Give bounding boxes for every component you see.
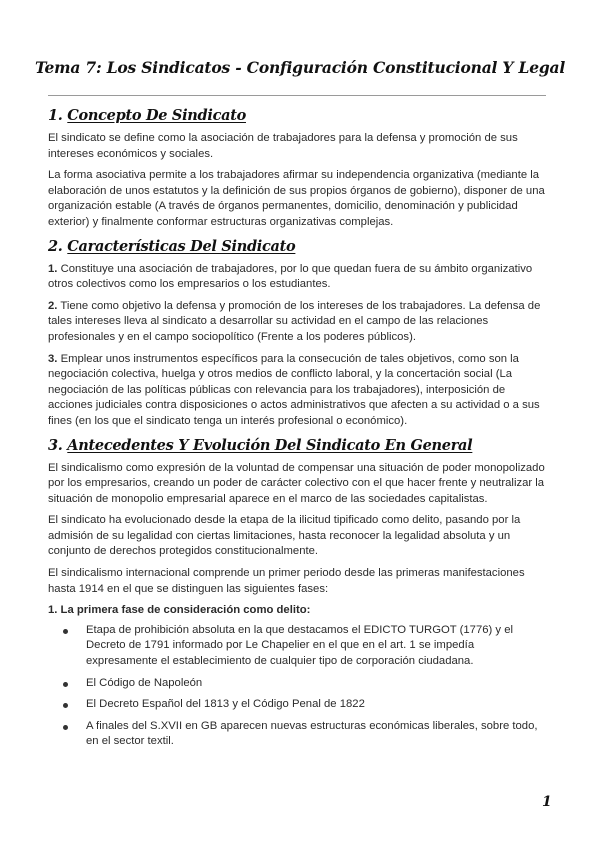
list-item-text: El Código de Napoleón [86,676,203,689]
section-3-paragraph-1: El sindicalismo como expresión de la voluntad de compensar una situación de poder monopolizado por los empresarios, creando un poder de carácter colectivo con el que hacer frente y neutralizar la situación de monopolio empresarial aparece en el marco de las sociedades capitalistas. [48,461,545,505]
section-2-heading [48,237,548,257]
bullet-icon [63,629,68,634]
characteristic-3 [48,352,548,430]
list-item-text: Etapa de prohibición absoluta en la que destacamos el EDICTO TURGOT (1776) y el Decreto de 1791 informado por Le Chapelier en el que en el art. 1 se impedía expresamente el establecimiento de cualquier tipo de corporación ciudadana. [86,623,513,668]
characteristic-1-text: Constituye una asociación de trabajadores, por lo que quedan fuera de su ámbito organizativo otros colectivos como los empresarios o los estudiantes. [48,262,533,291]
section-2-title: Características Del Sindicato [67,237,296,255]
document-body [48,106,548,756]
list-item [48,676,548,692]
list-item [48,719,548,750]
section-3-title: Antecedentes Y Evolución Del Sindicato En General [67,436,473,454]
characteristic-2-text: Tiene como objetivo la defensa y promoción de los intereses de los trabajadores. La defensa de tales intereses lleva al sindicato a desarrollar su actividad en el campo de las relaciones profesionales y en el campo sociopolítico (Frente a los poderes públicos). [48,299,541,343]
phase-1-list [48,623,548,750]
bullet-icon [63,725,68,730]
section-1-paragraph-1: El sindicato se define como la asociación de trabajadores para la defensa y promoción de sus intereses económicos y sociales. [48,132,518,160]
section-1-paragraph-2: La forma asociativa permite a los trabajadores afirmar su independencia organizativa (mediante la elaboración de unos estatutos y la definición de sus propios órganos de gobierno), disponer de una organización estable (A través de órganos permanentes, domicilio, denominación y publicidad exterior) y finalmente conformar estructuras organizativas complejas. [48,169,545,228]
list-item [48,697,548,713]
bullet-icon [63,703,68,708]
section-3-number: 3. [48,436,63,454]
list-item-text: A finales del S.XVII en GB aparecen nuevas estructuras económicas liberales, sobre todo, en el sector textil. [86,719,538,748]
characteristic-1-number: 1. [48,262,58,275]
characteristic-1 [48,262,548,293]
list-item-text: El Decreto Español del 1813 y el Código Penal de 1822 [86,698,365,711]
section-1-title: Concepto De Sindicato [67,107,246,124]
section-3-heading [48,436,548,456]
characteristic-3-text: Emplear unos instrumentos específicos para la consecución de tales objetivos, como son la negociación colectiva, huelga y otros medios de conflicto laboral, y la concertación social (La negociación de las políticas públicas con relevancia para los trabajadores), interposición de acciones judiciales contra disposiciones o actos administrativos que afecten a su actividad o a sus fines (en los que el sindicato tenga un interés profesional o económico). [48,352,540,427]
list-item [48,623,548,670]
section-3-paragraph-2: El sindicato ha evolucionado desde la etapa de la ilicitud tipificado como delito, pasando por la admisión de su legalidad con ciertas limitaciones, hasta reconocer la legalidad absoluta y un conjunto de derechos protegidos constitucionalmente. [48,514,521,558]
section-2-number: 2. [48,237,63,255]
characteristic-3-number: 3. [48,352,58,365]
title-divider [48,95,546,96]
page-number: 1 [542,794,552,810]
section-1-heading [48,106,548,126]
section-3-paragraph-3: El sindicalismo internacional comprende un primer periodo desde las primeras manifestaciones hasta 1914 en el que se distinguen las siguientes fases: [48,567,525,595]
characteristic-2 [48,299,548,346]
bullet-icon [63,682,68,687]
characteristic-2-number: 2. [48,299,58,312]
document-title: Tema 7: Los Sindicatos - Configuración Constitucional Y Legal [34,58,566,77]
phase-1-heading: 1. La primera fase de consideración como delito: [48,604,311,617]
section-1-number: 1. [48,107,63,124]
